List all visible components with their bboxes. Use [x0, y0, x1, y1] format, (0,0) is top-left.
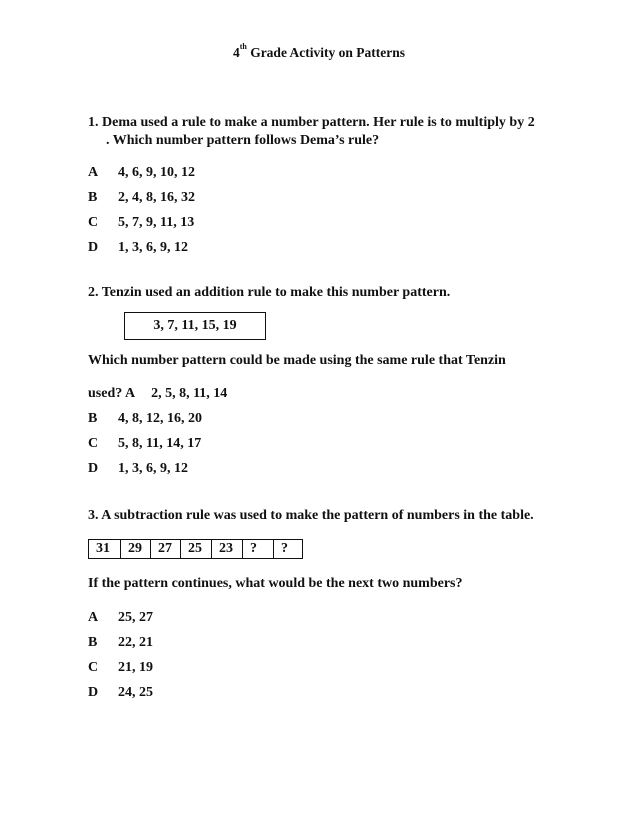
option-letter: A	[88, 165, 99, 180]
q3-option-c[interactable]	[88, 660, 153, 676]
table-cell: 29	[121, 540, 151, 558]
option-text: 21, 19	[118, 660, 153, 675]
q2-sequence-box: 3, 7, 11, 15, 19	[124, 312, 266, 340]
option-letter: B	[88, 411, 98, 426]
q1-line2: . Which number pattern follows Dema’s rule?	[106, 133, 380, 148]
q3-line2: If the pattern continues, what would be the next two numbers?	[88, 576, 463, 591]
q3-option-d[interactable]	[88, 685, 153, 701]
option-text: 4, 6, 9, 10, 12	[118, 165, 195, 180]
q1-option-a[interactable]	[88, 165, 195, 181]
q2-line2: Which number pattern could be made using the same rule that Tenzin	[88, 353, 506, 368]
grade-number: 4	[232, 45, 240, 60]
option-text: 5, 8, 11, 14, 17	[118, 436, 202, 451]
q2-option-b[interactable]	[88, 411, 202, 427]
option-text: 2, 4, 8, 16, 32	[118, 190, 195, 205]
q2-option-c[interactable]	[88, 436, 201, 452]
option-letter: D	[88, 685, 99, 700]
option-text: 25, 27	[118, 610, 153, 625]
q3-number-table	[88, 539, 303, 559]
option-letter: A	[88, 610, 99, 625]
q1-option-d[interactable]	[88, 240, 188, 256]
page-title	[0, 42, 638, 61]
option-letter: D	[88, 461, 99, 476]
q3-option-b[interactable]	[88, 635, 153, 651]
option-letter: C	[88, 436, 99, 451]
q3-option-a[interactable]	[88, 610, 153, 626]
q1-line1: 1. Dema used a rule to make a number pattern. Her rule is to multiply by 2	[88, 115, 535, 130]
option-text: 5, 7, 9, 11, 13	[118, 215, 195, 230]
option-letter: D	[88, 240, 99, 255]
table-cell: 23	[212, 540, 243, 558]
q1-option-b[interactable]	[88, 190, 195, 206]
q2-line3-lead: used? A	[88, 386, 136, 401]
option-letter: B	[88, 635, 98, 650]
option-text: 1, 3, 6, 9, 12	[118, 461, 188, 476]
grade-superscript: th	[239, 42, 247, 51]
q1-option-c[interactable]	[88, 215, 194, 231]
option-text: 4, 8, 12, 16, 20	[118, 411, 202, 426]
option-letter: C	[88, 215, 99, 230]
option-text: 22, 21	[118, 635, 153, 650]
table-cell: 25	[181, 540, 212, 558]
table-cell: ?	[281, 541, 288, 556]
q2-option-d[interactable]	[88, 461, 188, 477]
table-cell: 27	[151, 540, 181, 558]
title-text: Grade Activity on Patterns	[246, 45, 406, 60]
option-text: 24, 25	[118, 685, 153, 700]
q2-option-a-text[interactable]: 2, 5, 8, 11, 14	[151, 386, 228, 401]
option-text: 1, 3, 6, 9, 12	[118, 240, 188, 255]
option-letter: B	[88, 190, 98, 205]
q2-line3	[88, 386, 227, 402]
q2-line1: 2. Tenzin used an addition rule to make this number pattern.	[88, 285, 451, 300]
q3-line1: 3. A subtraction rule was used to make the pattern of numbers in the table.	[88, 508, 534, 523]
table-cell: ?	[243, 540, 274, 558]
table-cell: 31	[89, 540, 121, 558]
option-letter: C	[88, 660, 99, 675]
